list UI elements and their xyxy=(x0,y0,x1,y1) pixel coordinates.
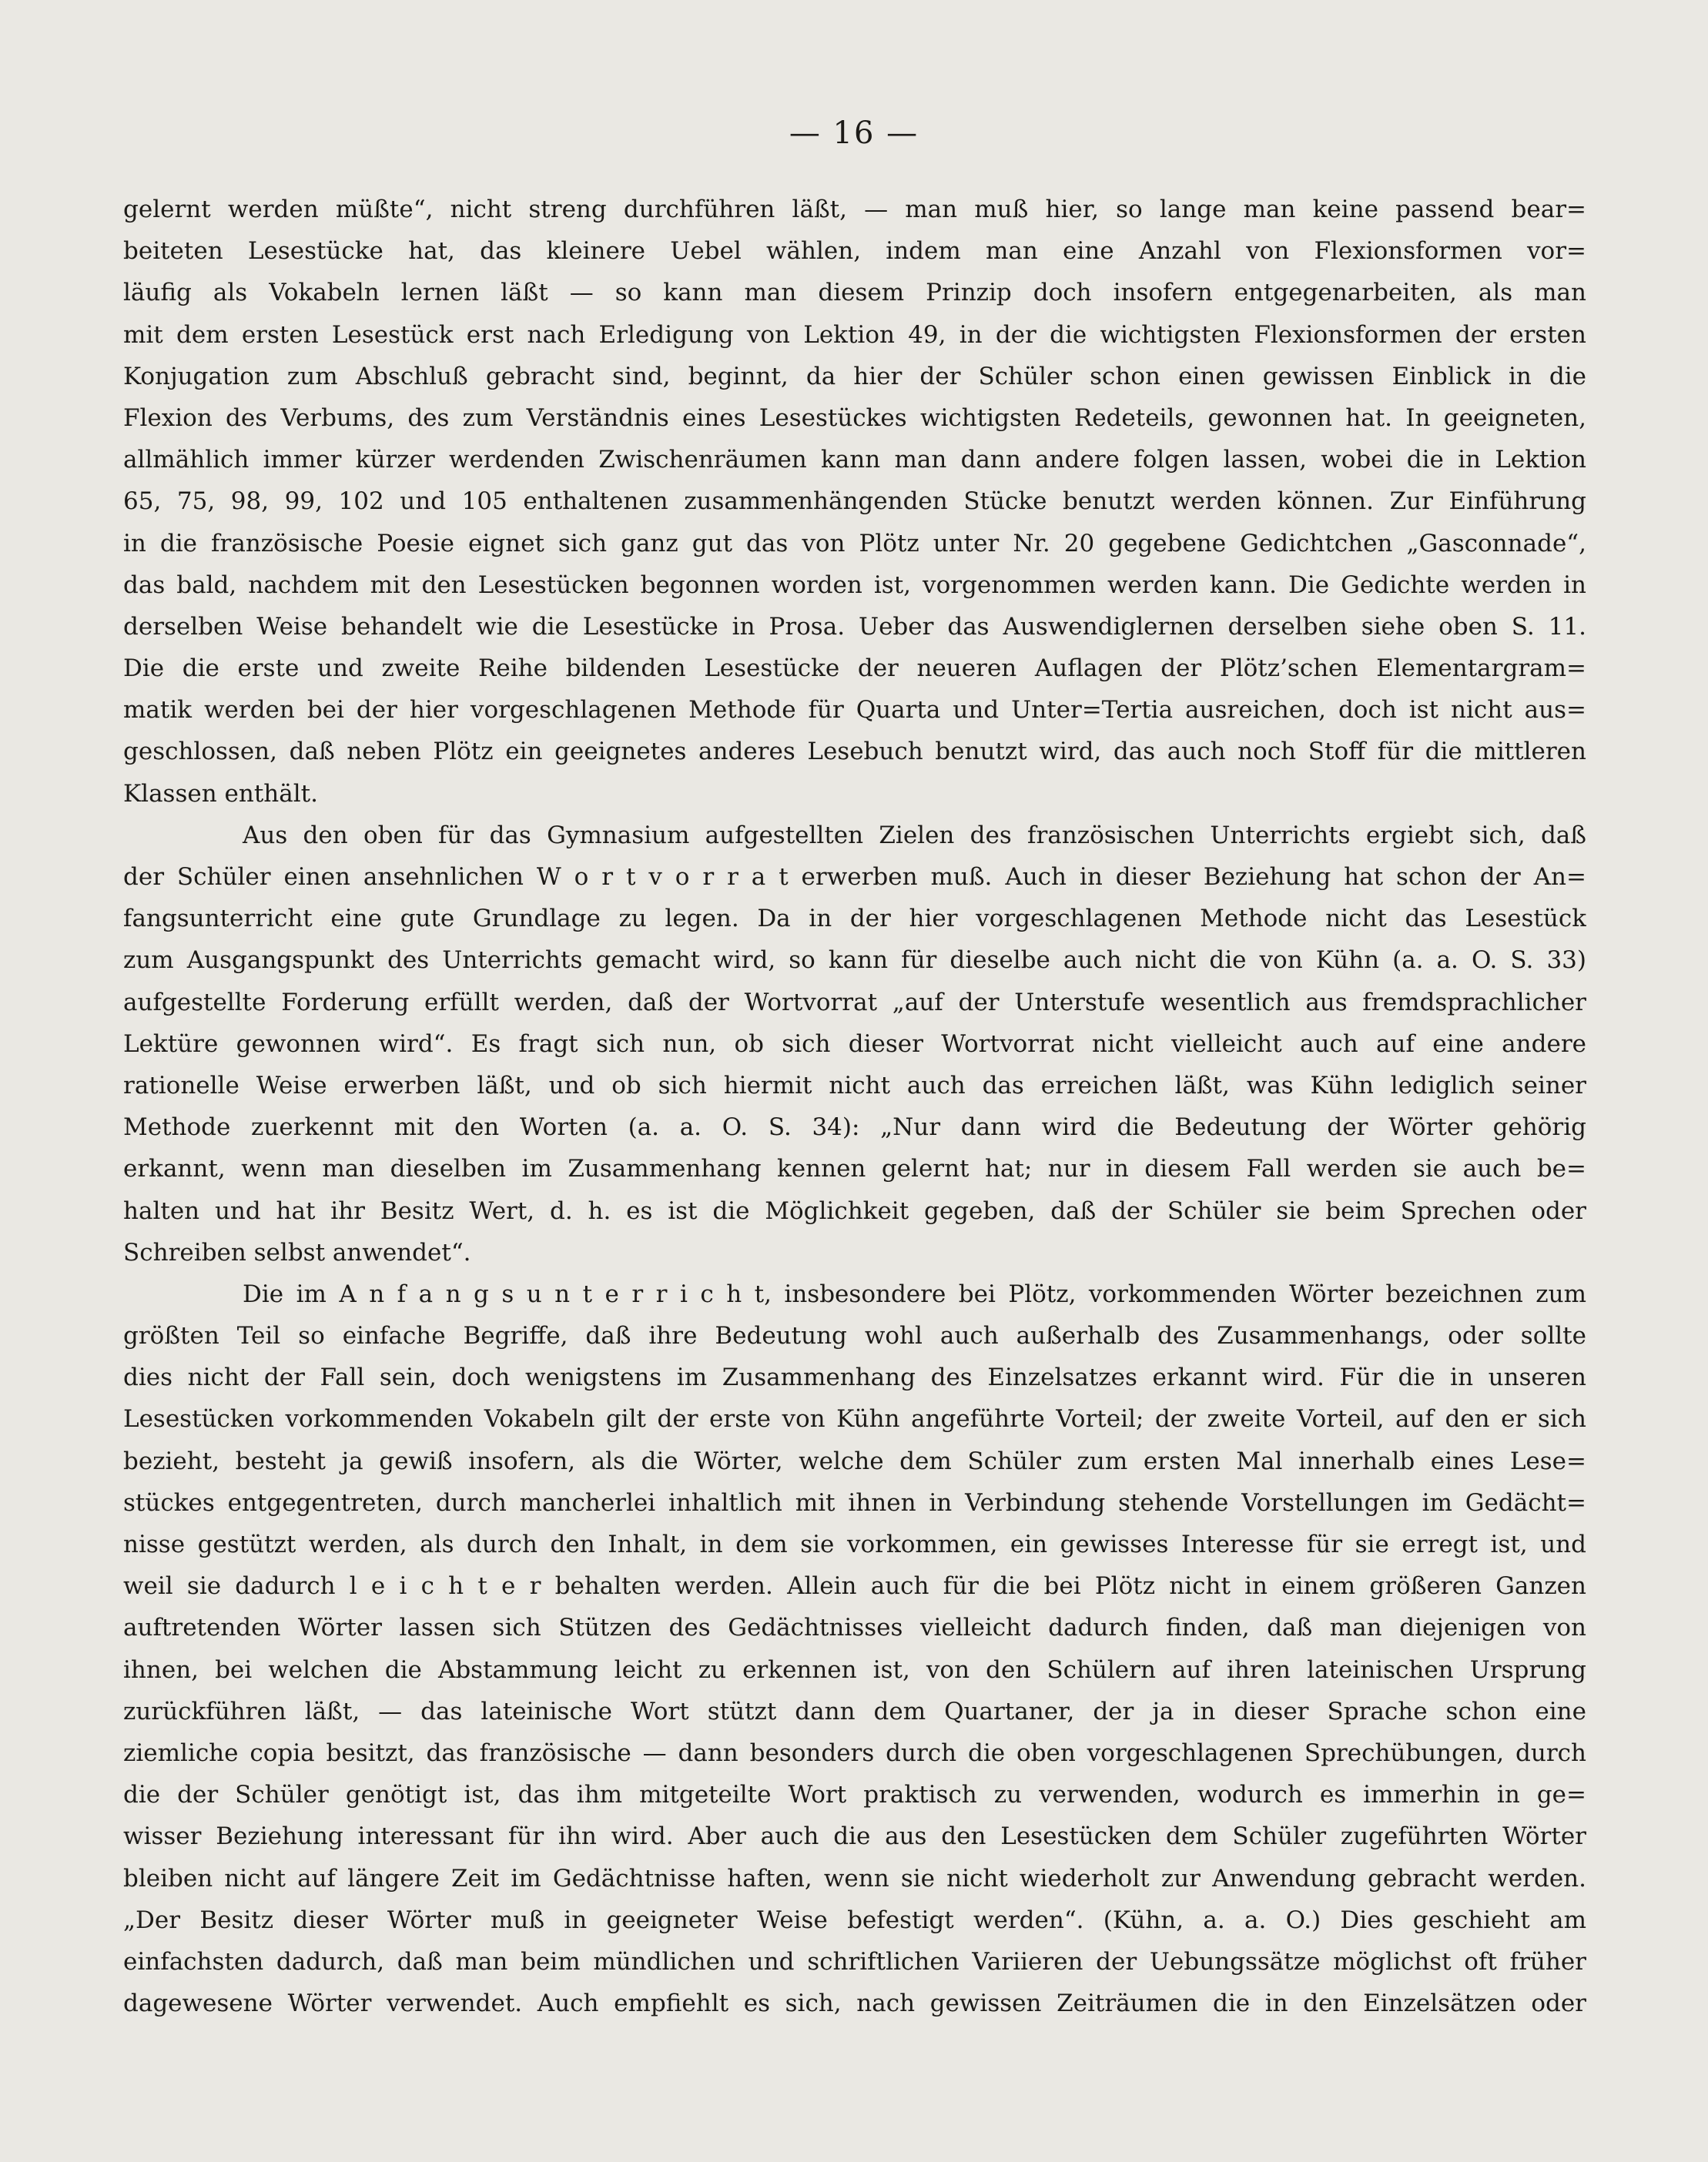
text-line: nisse gestützt werden, als durch den Inhalt, in dem sie vorkommen, ein gewisses Interesse für sie erregt ist, und xyxy=(123,1531,1586,1558)
text-line: läufig als Vokabeln lernen läßt — so kann man diesem Prinzip doch insofern entgegenarbeiten, als man xyxy=(123,279,1586,307)
text-line: Lektüre gewonnen wird“. Es fragt sich nun, ob sich dieser Wortvorrat nicht vielleicht auch auf eine andere xyxy=(123,1029,1586,1058)
text-line: Flexion des Verbums, des zum Verständnis eines Lesestückes wichtigsten Redeteils, gewonnen hat. In geeigneten, xyxy=(123,403,1586,432)
text-line: Aus den oben für das Gymnasium aufgestellten Zielen des französischen Unterrichts ergiebt sich, daß xyxy=(243,821,1586,849)
text-line: dies nicht der Fall sein, doch wenigstens im Zusammenhang des Einzelsatzes erkannt wird. Für die in unseren xyxy=(123,1364,1586,1392)
text-line: Die im A n f a n g s u n t e r r i c h t, insbesondere bei Plötz, vorkommenden Wörter bezeichnen zum xyxy=(243,1280,1586,1308)
text-line: beiteten Lesestücke hat, das kleinere Uebel wählen, indem man eine Anzahl von Flexionsformen vor= xyxy=(123,237,1586,266)
text-line: ziemliche copia besitzt, das französische — dann besonders durch die oben vorgeschlagenen Sprechübungen, durch xyxy=(123,1739,1586,1767)
text-line: geschlossen, daß neben Plötz ein geeignetes anderes Lesebuch benutzt wird, das auch noch Stoff für die mittleren xyxy=(123,738,1586,766)
paragraph-2 xyxy=(123,815,1586,1273)
text-line: erkannt, wenn man dieselben im Zusammenhang kennen gelernt hat; nur in diesem Fall werden sie auch be= xyxy=(123,1155,1586,1183)
text-line: „Der Besitz dieser Wörter muß in geeigneter Weise befestigt werden“. (Kühn, a. a. O.) Dies geschieht am xyxy=(123,1906,1586,1934)
text-line: wisser Beziehung interessant für ihn wird. Aber auch die aus den Lesestücken dem Schüler zugeführten Wörter xyxy=(123,1822,1586,1851)
text-line: derselben Weise behandelt wie die Lesestücke in Prosa. Ueber das Auswendiglernen derselben siehe oben S. 11. xyxy=(123,612,1586,641)
text-line: in die französische Poesie eignet sich ganz gut das von Plötz unter Nr. 20 gegebene Gedichtchen „Gasconnade“, xyxy=(123,529,1586,557)
text-line: bleiben nicht auf längere Zeit im Gedächtnisse haften, wenn sie nicht wiederholt zur Anwendung gebracht werden. xyxy=(123,1864,1586,1893)
text-line: zum Ausgangspunkt des Unterrichts gemacht wird, so kann für dieselbe auch nicht die von Kühn (a. a. O. S. 33) xyxy=(123,946,1586,975)
text-line: Lesestücken vorkommenden Vokabeln gilt der erste von Kühn angeführte Vorteil; der zweite Vorteil, auf den er sich xyxy=(123,1405,1586,1434)
text-line: das bald, nachdem mit den Lesestücken begonnen worden ist, vorgenommen werden kann. Die Gedichte werden in xyxy=(123,571,1586,599)
text-line: fangsunterricht eine gute Grundlage zu legen. Da in der hier vorgeschlagenen Methode nicht das Lesestück xyxy=(123,905,1586,933)
text-line: Die die erste und zweite Reihe bildenden Lesestücke der neueren Auflagen der Plötz’schen Elementargram= xyxy=(123,654,1586,683)
text-line: rationelle Weise erwerben läßt, und ob sich hiermit nicht auch das erreichen läßt, was Kühn lediglich seiner xyxy=(123,1071,1586,1099)
text-line: halten und hat ihr Besitz Wert, d. h. es ist die Möglichkeit gegeben, daß der Schüler sie beim Sprechen oder xyxy=(123,1196,1586,1225)
text-line: größten Teil so einfache Begriffe, daß ihre Bedeutung wohl auch außerhalb des Zusammenhangs, oder sollte xyxy=(123,1322,1586,1350)
text-line: einfachsten dadurch, daß man beim mündlichen und schriftlichen Variieren der Uebungssätze möglichst oft früher xyxy=(123,1947,1586,1976)
text-line: ihnen, bei welchen die Abstammung leicht zu erkennen ist, von den Schülern auf ihren lateinischen Ursprung xyxy=(123,1655,1586,1684)
text-line: Schreiben selbst anwendet“. xyxy=(123,1238,471,1267)
text-line: stückes entgegentreten, durch mancherlei inhaltlich mit ihnen in Verbindung stehende Vorstellungen im Gedächt= xyxy=(123,1488,1586,1517)
text-line: zurückführen läßt, — das lateinische Wort stützt dann dem Quartaner, der ja in dieser Sprache schon eine xyxy=(123,1697,1586,1725)
text-line: matik werden bei der hier vorgeschlagenen Methode für Quarta und Unter=Tertia ausreichen, doch ist nicht aus= xyxy=(123,696,1586,725)
text-line: Methode zuerkennt mit den Worten (a. a. O. S. 34): „Nur dann wird die Bedeutung der Wörter gehörig xyxy=(123,1113,1586,1142)
text-line: allmählich immer kürzer werdenden Zwischenräumen kann man dann andere folgen lassen, wobei die in Lektion xyxy=(123,446,1586,474)
text-line: dagewesene Wörter verwendet. Auch empfiehlt es sich, nach gewissen Zeiträumen die in den Einzelsätzen oder xyxy=(123,1990,1586,2018)
text-line: der Schüler einen ansehnlichen W o r t v o r r a t erwerben muß. Auch in dieser Beziehung hat schon der An= xyxy=(123,863,1586,891)
text-line: gelernt werden müßte“, nicht streng durchführen läßt, — man muß hier, so lange man keine passend bear= xyxy=(123,196,1586,223)
text-line: aufgestellte Forderung erfüllt werden, daß der Wortvorrat „auf der Unterstufe wesentlich aus fremdsprachlicher xyxy=(123,988,1586,1016)
text-line: Klassen enthält. xyxy=(123,779,318,808)
body-text xyxy=(123,189,1586,2024)
page-number: — 16 — xyxy=(789,115,919,151)
text-line: Konjugation zum Abschluß gebracht sind, beginnt, da hier der Schüler schon einen gewissen Einblick in die xyxy=(123,362,1586,390)
text-line: bezieht, besteht ja gewiß insofern, als die Wörter, welche dem Schüler zum ersten Mal innerhalb eines Lese= xyxy=(123,1447,1586,1475)
text-line: 65, 75, 98, 99, 102 und 105 enthaltenen zusammenhängenden Stücke benutzt werden können. Zur Einführung xyxy=(123,487,1586,516)
text-line: auftretenden Wörter lassen sich Stützen des Gedächtnisses vielleicht dadurch finden, daß man diejenigen von xyxy=(123,1614,1586,1642)
paragraph-3 xyxy=(123,1273,1586,2024)
text-line: weil sie dadurch l e i c h t e r behalten werden. Allein auch für die bei Plötz nicht in einem größeren Ganzen xyxy=(123,1572,1586,1601)
text-line: mit dem ersten Lesestück erst nach Erledigung von Lektion 49, in der die wichtigsten Flexionsformen der ersten xyxy=(123,320,1586,349)
text-line: die der Schüler genötigt ist, das ihm mitgeteilte Wort praktisch zu verwenden, wodurch es immerhin in ge= xyxy=(123,1781,1586,1809)
paragraph-1 xyxy=(123,189,1586,815)
